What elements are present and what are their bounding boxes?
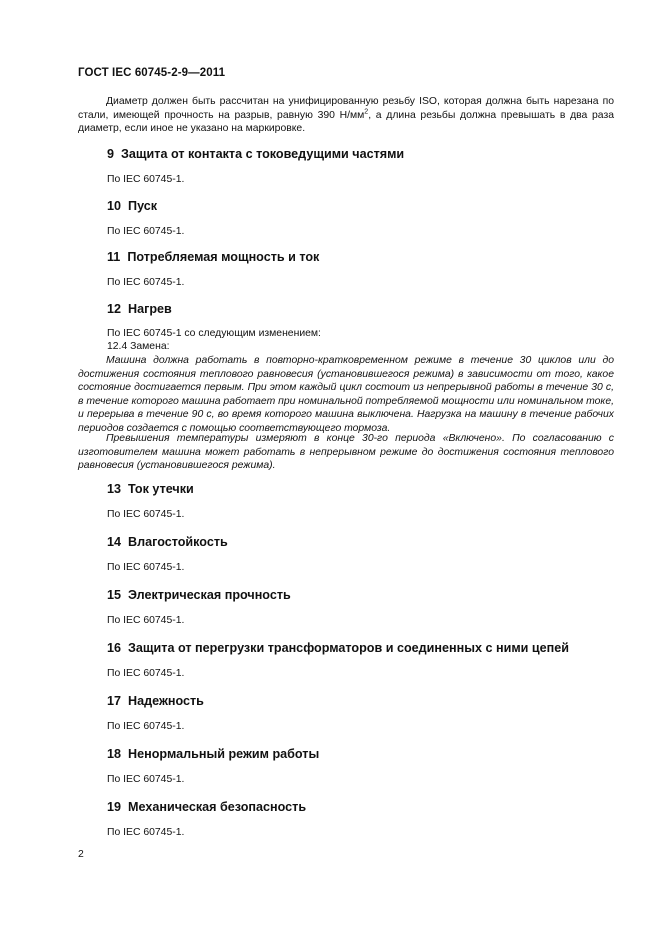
- section-17-heading: 17 Надежность: [107, 694, 204, 708]
- section-19-heading: 19 Механическая безопасность: [107, 800, 307, 814]
- section-9-heading: 9 Защита от контакта с токоведущими частями: [107, 147, 405, 161]
- section-11-heading: 11 Потребляемая мощность и ток: [107, 250, 320, 264]
- section-19-text: По IEC 60745-1.: [107, 827, 185, 838]
- section-12-heading: 12 Нагрев: [107, 302, 172, 316]
- section-15-heading: 15 Электрическая прочность: [107, 588, 291, 602]
- intro-paragraph: Диаметр должен быть рассчитан на унифицированную резьбу ISO, которая должна быть нарезана по стали, имеющей прочность на разрыв, равную 390 $Н/мм^2$, а длина резьбы должна превышать в два раза диаметр, если иное не указано на маркировке.: [78, 96, 615, 135]
- section-9-text: По IEC 60745-1.: [107, 174, 185, 185]
- section-18-heading: 18 Ненормальный режим работы: [107, 747, 320, 761]
- section-16-text: По IEC 60745-1.: [107, 668, 185, 679]
- section-12-paragraph-1: Машина должна работать в повторно-кратковременном режиме в течение 30 циклов или до достижения состояния теплового равновесия (установившегося режима) в зависимости от того, какое состояние достигается первым. При этом каждый цикл состоит из непрерывной работы в течение 30 с, в течение которого машина работает при номинальной потребляемой мощности или номинальном токе, и перерыва в течение 90 с, во время которого машина выключена. Нагрузка на машину в течение рабочих периодов создается с помощью соответствующего тормоза.: [78, 355, 614, 434]
- section-10-heading: 10 Пуск: [107, 199, 158, 213]
- section-14-heading: 14 Влагостойкость: [107, 535, 228, 549]
- section-15-text: По IEC 60745-1.: [107, 615, 185, 626]
- clause-12-4: 12.4 Замена:: [107, 341, 170, 352]
- section-10-text: По IEC 60745-1.: [107, 226, 185, 237]
- section-12-lead: По IEC 60745-1 со следующим изменением:: [107, 328, 321, 339]
- section-13-heading: 13 Ток утечки: [107, 482, 194, 496]
- section-18-text: По IEC 60745-1.: [107, 774, 185, 785]
- section-11-text: По IEC 60745-1.: [107, 277, 185, 288]
- section-16-heading: 16 Защита от перегрузки трансформаторов и соединенных с ними цепей: [107, 641, 570, 655]
- section-12-paragraph-2: Превышения температуры измеряют в конце 30-го периода «Включено». По согласованию с изготовителем машина может работать в непрерывном режиме до достижения состояния теплового равновесия (установившегося режима).: [78, 433, 614, 472]
- section-13-text: По IEC 60745-1.: [107, 509, 185, 520]
- section-17-text: По IEC 60745-1.: [107, 721, 185, 732]
- section-14-text: По IEC 60745-1.: [107, 562, 185, 573]
- page-number: 2: [78, 849, 84, 860]
- document-header: ГОСТ IEC 60745-2-9—2011: [78, 67, 226, 79]
